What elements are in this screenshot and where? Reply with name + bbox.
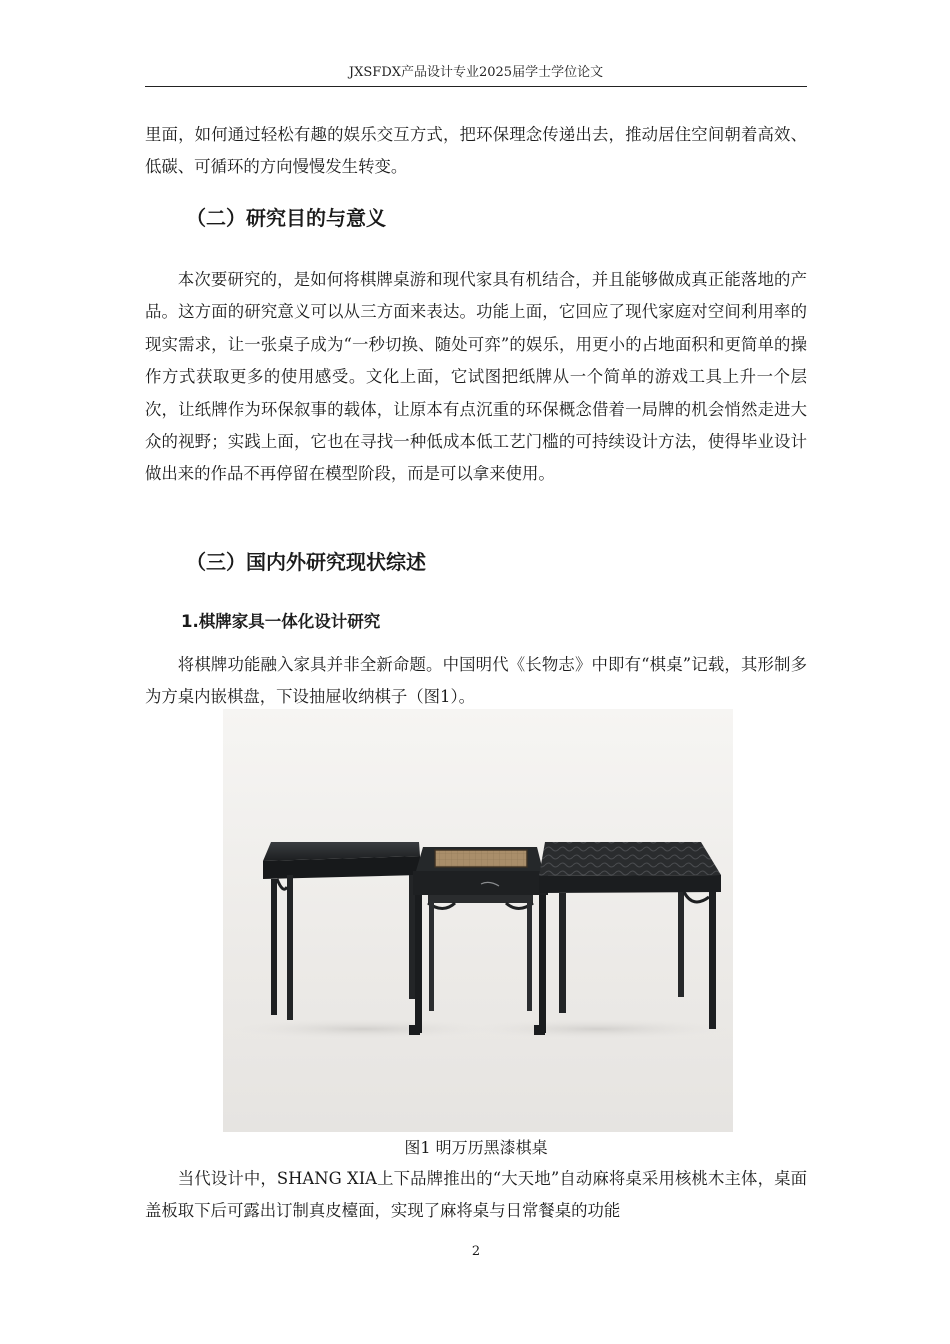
section-heading-purpose: （二）研究目的与意义 xyxy=(186,206,386,230)
paragraph-contemporary-design: 当代设计中，SHANG XIA上下品牌推出的“大天地”自动麻将桌采用核桃木主体，桌面盖板取下后可露出订制真皮檯面，实现了麻将桌与日常餐桌的功能 xyxy=(145,1169,807,1221)
figure-black-lacquer-chess-table xyxy=(223,709,733,1132)
paragraph-chess-furniture: 将棋牌功能融入家具并非全新命题。中国明代《长物志》中即有“棋桌”记载，其形制多为方桌内嵌棋盘，下设抽屉收纳棋子（图1）。 xyxy=(145,655,807,707)
header-rule xyxy=(145,86,807,87)
page-number: 2 xyxy=(471,1244,481,1259)
running-header: JXSFDX产品设计专业2025届学士学位论文 xyxy=(348,65,604,80)
chess-table-photo xyxy=(223,709,733,1132)
figure-caption: 图1 明万历黑漆棋桌 xyxy=(404,1138,548,1157)
paragraph-purpose: 本次要研究的，是如何将棋牌桌游和现代家具有机结合，并且能够做成真正能落地的产品。这方面的研究意义可以从三方面来表达。功能上面，它回应了现代家庭对空间利用率的现实需求，让一张桌子成为“一秒切换、随处可弈”的娱乐，用更小的占地面积和更简单的操作方式获取更多的使用感受。文化上面，它试图把纸牌从一个简单的游戏工具上升一个层次，让纸牌作为环保叙事的载体，让原本有点沉重的环保概念借着一局牌的机会悄然走进大众的视野；实践上面，它也在寻找一种低成本低工艺门槛的可持续设计方法，使得毕业设计做出来的作品不再停留在模型阶段，而是可以拿来使用。 xyxy=(145,270,807,484)
paragraph-continued: 里面，如何通过轻松有趣的娱乐交互方式，把环保理念传递出去，推动居住空间朝着高效、低碳、可循环的方向慢慢发生转变。 xyxy=(145,125,807,177)
section-heading-literature-review: （三）国内外研究现状综述 xyxy=(186,550,426,574)
subsection-heading-chess-furniture: 1.棋牌家具一体化设计研究 xyxy=(181,612,381,631)
